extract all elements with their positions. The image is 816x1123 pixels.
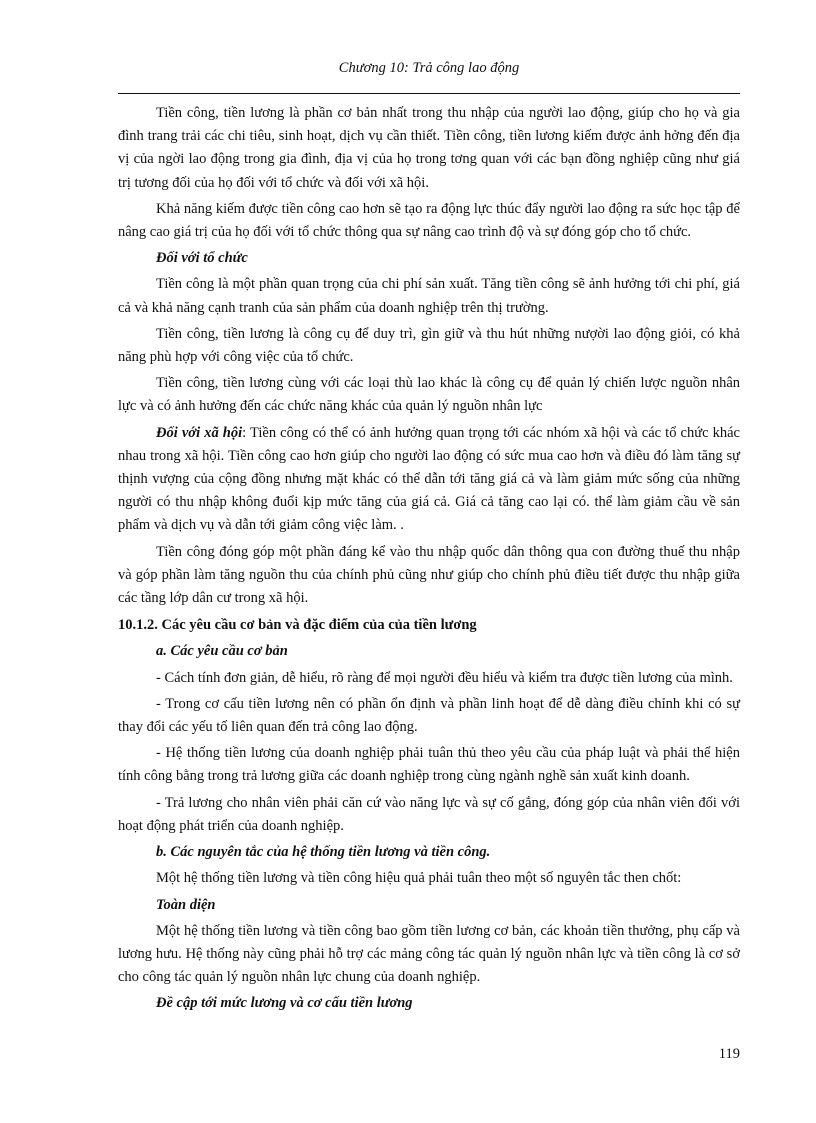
- body-paragraph: - Trả lương cho nhân viên phải căn cứ vào năng lực và sự cố gắng, đóng góp của nhân viên đối với hoạt động phát triển của doanh nghiệp.: [118, 794, 740, 834]
- body-paragraph: Tiền công, tiền lương là công cụ để duy trì, gìn giữ và thu hút những nượời lao động giỏi, có khả năng phù hợp với công việc của tổ chức.: [118, 325, 740, 366]
- page-header: Chương 10: Trả công lao động: [338, 60, 520, 76]
- header-rule: [118, 93, 740, 94]
- subheading: [118, 640, 740, 663]
- body-paragraph: Tiền công đóng góp một phần đáng kể vào thu nhập quốc dân thông qua con đường thuế thu nhập và góp phần làm tăng nguồn thu của chính phủ cũng như giúp cho chính phủ điều tiết được thu nhập giữa các tầng lớp dân cư trong xã hội.: [118, 543, 740, 607]
- body-paragraph: - Hệ thống tiền lương của doanh nghiệp phải tuân thủ theo yêu cầu của pháp luật và phải thể hiện tính công bằng trong trả lương giữa các doanh nghiệp trong cùng ngành nghề sản xuất kinh doanh.: [118, 745, 740, 785]
- subheading-text: Toàn diện: [156, 896, 216, 913]
- body-paragraph: Tiền công là một phần quan trọng của chi phí sản xuất. Tăng tiền công sẽ ảnh hưởng tới chi phí, giá cả và khả năng cạnh tranh của sản phẩm của doanh nghiệp trên thị trường.: [118, 276, 740, 316]
- body-paragraph: Khả năng kiếm được tiền công cao hơn sẽ tạo ra động lực thúc đẩy người lao động ra sức học tập để nâng cao giá trị của họ đối với tổ chức thông qua sự nâng cao trình độ và sự đóng góp cho tổ chức.: [118, 200, 740, 241]
- page-number: 119: [718, 1046, 740, 1062]
- body-paragraph: Tiền công, tiền lương cùng với các loại thù lao khác là công cụ để quản lý chiến lược nguồn nhân lực và có ảnh hưởng đến các chức năng khác của quản lý nguồn nhân lực: [118, 375, 740, 415]
- document-body: [118, 102, 740, 1019]
- body-paragraph: - Cách tính đơn giản, dễ hiểu, rõ ràng để mọi người đều hiểu và kiểm tra được tiền lương của mình.: [156, 669, 733, 686]
- body-paragraph: Tiền công, tiền lương là phần cơ bản nhất trong thu nhập của người lao động, giúp cho họ và gia đình trang trải các chi tiêu, sinh hoạt, dịch vụ cần thiết. Tiền công, tiền lương kiếm được ảnh hởng đến địa vị của ngời lao động trong gia đình, địa vị của họ trong tơng quan với các bạn đồng nghiệp cũng như giá trị tương đối của họ đối với tổ chức và đối với xã hội.: [118, 105, 740, 191]
- subheading-text: b. Các nguyên tắc của hệ thống tiền lương và tiền công.: [156, 844, 491, 861]
- subheading: [118, 894, 740, 917]
- subheading-text: Đối với tổ chức: [156, 250, 248, 267]
- subheading-text: Đề cập tới mức lương và cơ cấu tiền lương: [156, 995, 413, 1012]
- subheading: [118, 841, 740, 864]
- section-heading: 10.1.2. Các yêu cầu cơ bản và đặc điểm của của tiền lương: [118, 617, 477, 634]
- body-paragraph: - Trong cơ cấu tiền lương nên có phần ổn định và phần linh hoạt để dễ dàng điều chỉnh khi có sự thay đổi các yếu tố liên quan đến trả công lao động.: [118, 695, 740, 736]
- paragraph-text: : Tiền công có thể có ảnh hưởng quan trọng tới các nhóm xã hội và các tổ chức khác nhau trong xã hội. Tiền công cao hơn giúp cho người lao động có sức mua cao hơn và điều đó làm tăng sự thịnh vượng của cộng đồng nhưng mặt khác có thể dẫn tới tăng giá cả và làm giảm mức sống của những người có thu nhập không đuổi kịp mức tăng của giá cả. Giá cả tăng cao lại có. thể làm giảm cầu về sản phẩm và dịch vụ và dẫn tới giảm công việc làm. .: [118, 424, 740, 534]
- subheading: [118, 992, 740, 1015]
- subheading-text: a. Các yêu cầu cơ bản: [156, 643, 288, 660]
- body-paragraph: [118, 422, 740, 538]
- subheading: [118, 247, 740, 270]
- body-paragraph: Một hệ thống tiền lương và tiền công hiệu quả phải tuân theo một số nguyên tắc then chốt:: [156, 870, 682, 887]
- run-in-heading: Đối với xã hội: [156, 424, 243, 441]
- body-paragraph: Một hệ thống tiền lương và tiền công bao gồm tiền lương cơ bản, các khoản tiền thưởng, phụ cấp và lương hưu. Hệ thống này cũng phải hỗ trợ các mảng công tác quản lý nguồn nhân lực và tiền công là cơ sở cho công tác quản lý nguồn nhân lực chung của doanh nghiệp.: [118, 922, 740, 986]
